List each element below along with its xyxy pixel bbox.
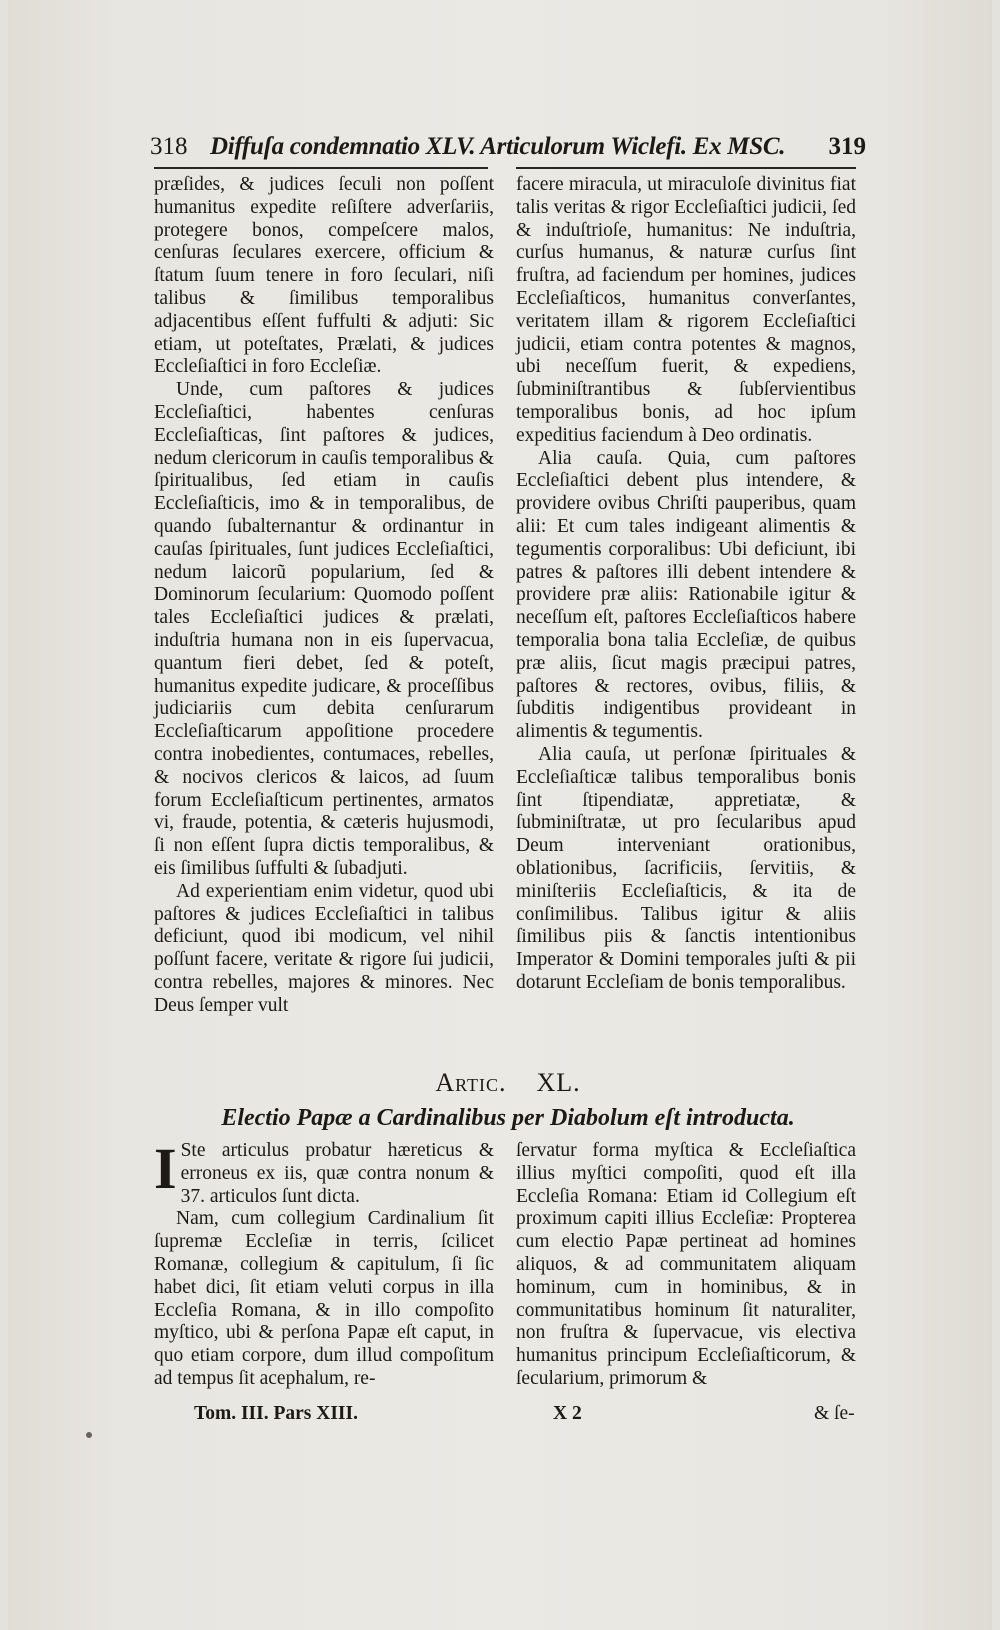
right-page-number: 319 <box>828 133 866 160</box>
article-heading <box>8 1066 1000 1100</box>
book-page <box>8 0 992 1630</box>
catchword: & ſe- <box>814 1403 855 1424</box>
ink-speck <box>86 1432 92 1438</box>
paragraph: facere miracula, ut miraculoſe divinitus fiat talis veritas & rigor Eccleſiaſtici judicii, ſed & induſtrioſe, humanitus: Ne induſtria, curſus humanus, & naturæ curſus ſint fruſtra, ad faciendum per homines, judices Eccleſiaſticos, humanitus converſantes, veritatem illam & rigorem Eccleſiaſtici judicii, etiam contra potentes & magnos, ubi neceſſum fuerit, & expediens, ſubminiſtrantibus & ſubſervientibus temporalibus bonis, ad hoc ipſum expeditius faciendum à Deo ordinatis. <box>516 174 856 446</box>
drop-cap: I <box>154 1136 177 1201</box>
volume-footer: Tom. III. Pars XIII. <box>194 1403 358 1424</box>
header-rule-right <box>516 167 856 169</box>
article-number: XL. <box>536 1068 581 1097</box>
article-title: Electio Papæ a Cardinalibus per Diabolum eſt introducta. <box>221 1105 795 1131</box>
paragraph: præſides, & judices ſeculi non poſſent humanitus expedite reſiſtere adverſariis, protegere bonos, compeſcere malos, cenſuras ſeculares exercere, officium & ſtatum ſuum tenere in foro ſeculari, niſi talibus & ſimilibus temporalibus adjacentibus eſſent fuffulti & adjuti: Sic etiam, ut poteſtates, Prælati, & judices Eccleſiaſtici in foro Eccleſiæ. <box>154 174 494 378</box>
top-right-column <box>516 174 856 995</box>
paragraph: Ad experientiam enim videtur, quod ubi paſtores & judices Eccleſiaſtici in talibus deficiunt, quod ibi modicum, vel nihil poſſunt facere, veritate & rigore ſui judicii, contra rebelles, majores & minores. Nec Deus ſemper vult <box>154 880 494 1016</box>
paragraph: Alia cauſa. Quia, cum paſtores Eccleſiaſtici debent plus intendere, & providere ovibus Chriſti pauperibus, quam alii: Et cum tales indigeant alimentis & tegumentis corporalibus: Ubi deficiunt, ibi patres & paſtores illi debent intendere & providere præ aliis: Rationabile igitur & neceſſum eſt, paſtores Eccleſiaſticos habere temporalia bona talia Eccleſiæ, de quibus præ aliis, ſicut magis præcipui patres, paſtores & rectores, ovibus, filiis, & ſubditis indigentibus provideant in alimentis & tegumentis. <box>516 447 856 743</box>
signature-mark: X 2 <box>553 1403 582 1424</box>
paragraph-text: Ste articulus probatur hæreticus & erroneus ex iis, quæ contra nonum & 37. articulos ſunt dicta. <box>180 1140 494 1207</box>
bottom-right-column <box>516 1140 856 1391</box>
paragraph: Unde, cum paſtores & judices Eccleſiaſtici, habentes cenſuras Eccleſiaſticas, ſint paſtores & judices, nedum clericorum in cauſis temporalibus & ſpiritualibus, ſed etiam in cauſis Eccleſiaſticis, imo & in temporalibus, de quando ſubalternantur & ordinantur in cauſas ſpirituales, ſunt judices Eccleſiaſtici, nedum laicorũ popularium, ſed & Dominorum ſecularium: Quomodo poſſent tales Eccleſiaſtici judices & prælati, induſtria humana non in eis ſupervacua, quantum fieri debet, ſed & poteſt, humanitus expedite judicare, & proceſſibus judiciariis cum debita cenſurarum Eccleſiaſticarum appoſitione procedere contra inobedientes, contumaces, rebelles, & nocivos clericos & laicos, ad ſuum forum Eccleſiaſticum pertinentes, armatos vi, fraude, potentia, & cæteris hujusmodi, ſi non eſſent ſupra dictis temporalibus, & eis ſimilibus ſuffulti & ſubadjuti. <box>154 379 494 879</box>
running-title: Diffuſa condemnatio XLV. Articulorum Wiclefi. Ex MSC. <box>210 133 786 160</box>
top-left-column <box>154 174 494 1017</box>
header-rule-left <box>154 167 488 169</box>
paragraph <box>154 1136 494 1208</box>
bottom-left-column <box>154 1136 494 1391</box>
paragraph: ſervatur forma myſtica & Eccleſiaſtica illius myſtici compoſiti, quod eſt illa Eccleſia Romana: Etiam id Collegium eſt proximum capiti illius Eccleſiæ: Propterea cum electio Papæ pertineat ad homines aliquos, & ad communitatem aliquam hominum, cum in hominibus, & in communitatibus hominum ſit naturaliter, non fruſtra & ſupervacue, vis electiva humanitus principum Eccleſiaſticorum, & ſecularium, primorum & <box>516 1140 856 1389</box>
left-page-number: 318 <box>150 133 188 160</box>
article-label: Artic. <box>435 1068 507 1097</box>
paragraph: Alia cauſa, ut perſonæ ſpirituales & Eccleſiaſticæ talibus temporalibus bonis ſint ſtipendiatæ, appretiatæ, & ſubminiſtratæ, ut pro ſecularibus apud Deum interveniant orationibus, oblationibus, ſacrificiis, ſervitiis, & miniſteriis Eccleſiaſticis, & ita de conſimilibus. Talibus igitur & aliis ſimilibus piis & ſanctis intentionibus Imperator & Domini temporales juſti & pii dotarunt Eccleſiam de bonis temporalibus. <box>516 743 856 993</box>
page-header <box>150 130 866 164</box>
paragraph: Nam, cum collegium Cardinalium ſit ſupremæ Eccleſiæ in terris, ſcilicet Romanæ, collegium & capitulum, ſi ſic habet dici, ſit etiam veluti corpus in illa Eccleſia Romana, & in illo compoſito myſtico, ubi & perſona Papæ eſt caput, in quo etiam corpore, dum illud compoſitum ad tempus ſit acephalum, re- <box>154 1208 494 1389</box>
